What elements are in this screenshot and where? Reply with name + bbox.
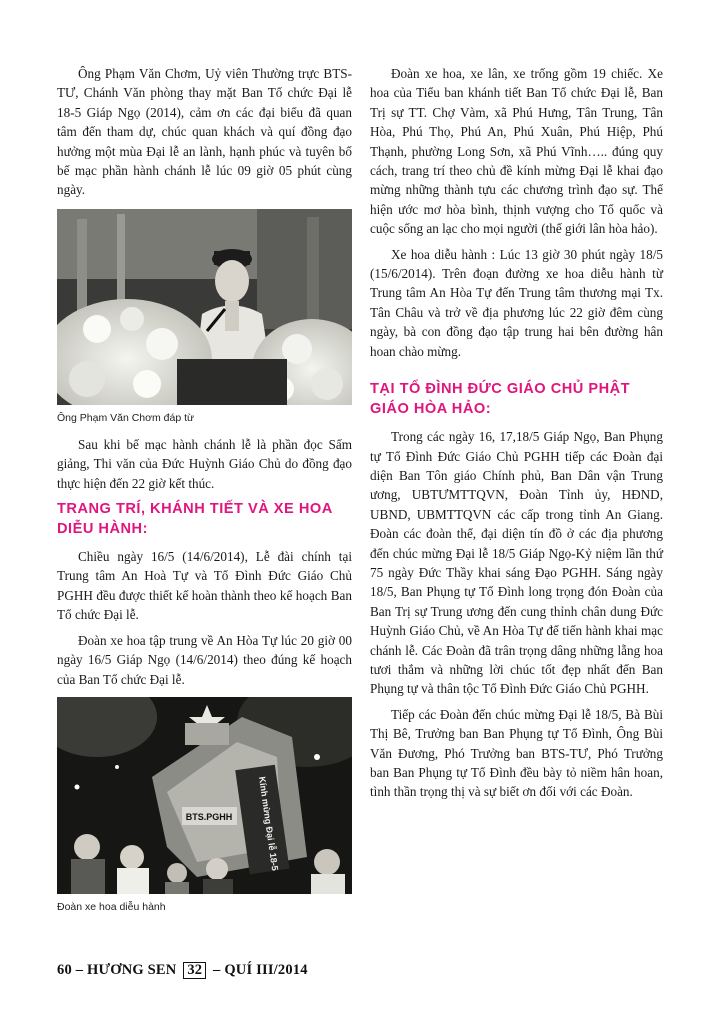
left-paragraph-1: Ông Phạm Văn Chơm, Uỷ viên Thường trực BTS-TƯ, Chánh Văn phòng thay mặt Ban Tổ chức Đại lễ 18-5 Giáp Ngọ (2014), cảm ơn các đại biểu đã quan tâm đến tham dự, chúc quan khách và quí đồng đạo hưởng một mùa Đại lễ an lành, hạnh phúc và tuyên bố bế mạc phần hành chánh lễ lúc 09 giờ 05 phút cùng ngày.: [57, 66, 352, 198]
parade-banner-text: BTS.PGHH: [185, 811, 233, 822]
right-paragraph-1: Đoàn xe hoa, xe lân, xe trống gồm 19 chiếc. Xe hoa của Tiểu ban khánh tiết Ban Tổ chức Đại lễ, Ban Trị sự TT. Chợ Vàm, xã Phú Hưng, Tân Trung, Tân Hòa, Phú Thọ, Phú An, Phú Xuân, Phú Hiệp, Phú Thạnh, phường Long Sơn, xã Phú Vĩnh….. đúng quy cách, trang trí theo chủ đề kính mừng Đại lễ khai đạo mừng những thành tựu các chương trình đạo sự. Thể hiện ước mơ hòa bình, thịnh vượng cho Tổ quốc và cuộc sống an lạc cho mọi người (thế giới lân hòa hảo).: [370, 66, 663, 237]
section-heading-ancestral-temple: TẠI TỔ ĐÌNH ĐỨC GIÁO CHỦ PHẬT GIÁO HÒA HẢO:: [370, 381, 631, 418]
parade-photo-caption: Đoàn xe hoa diễu hành: [57, 900, 166, 913]
right-paragraph-4: Tiếp các Đoàn đến chúc mừng Đại lễ 18/5, Bà Bùi Thị Bê, Trưởng ban Ban Phụng tự Tổ Đình, Ông Bùi Văn Đương, Phó Trưởng ban BTS-TƯ, Phó Trưởng ban Ban Phụng tự Tổ Đình đều bày tỏ niềm hân hoan, tình thần trọng thị và sự biết ơn đối với các Đoàn.: [370, 706, 663, 800]
right-paragraph-2: Xe hoa diễu hành : Lúc 13 giờ 30 phút ngày 18/5 (15/6/2014). Trên đoạn đường xe hoa diễu hành từ Trung tâm An Hòa Tự đến Trung tâm thương mại Tx. Tân Châu và trở về địa phương lúc 22 giờ đêm cùng ngày, bà con đồng đạo tập trung hai bên đường hân hoan chào mừng.: [370, 246, 663, 359]
right-paragraph-3: Trong các ngày 16, 17,18/5 Giáp Ngọ, Ban Phụng tự Tổ Đình Đức Giáo Chủ PGHH tiếp các Đoàn đại diện Ban Tôn giáo Chính phủ, Ban Dân vận Trung ương, UBTƯMTTQVN, Đoàn Tỉnh ủy, HĐND, UBND, UBMTTQVN các cấp trong tỉnh An Giang. Đoàn các đoàn thể, đại diện tín đồ ở các địa phương đến chúc mừng Đại lễ 18/5 Giáp Ngọ-Kỷ niệm lần thứ 75 ngày Đức Thầy khai sáng Đạo PGHH. Sáng ngày 18/5, Ban Phụng tự Tổ Đình long trọng đón Đoàn của Ban Trị sự Trung ương đến cung thỉnh chân dung Đức Huỳnh Giáo Chủ, về An Hòa Tự để tiến hành khai mạc chánh lễ. Các Đoàn đã trân trọng dâng những lẵng hoa tươi thắm và những lời chúc tốt đẹp nhất đến Ban Phụng tự và thân tộc Tổ Đình Đức Giáo Chủ PGHH.: [370, 429, 663, 697]
left-paragraph-2: Sau khi bế mạc hành chánh lễ là phần đọc Sấm giảng, Thi văn của Đức Huỳnh Giáo Chủ do đồng đạo thực hiện đến 22 giờ kết thúc.: [57, 436, 352, 491]
left-column: [57, 64, 352, 924]
section-heading-decoration: TRANG TRÍ, KHÁNH TIẾT VÀ XE HOA DIỄU HÀNH:: [57, 501, 333, 538]
right-column: [370, 64, 663, 808]
speaker-photo-image: [57, 209, 352, 405]
speaker-photo-caption: Ông Phạm Văn Chơm đáp từ: [57, 411, 195, 424]
footer-issue-number: 32: [183, 962, 206, 979]
left-paragraph-3: Chiều ngày 16/5 (14/6/2014), Lễ đài chính tại Trung tâm An Hoà Tự và Tổ Đình Đức Giáo Chủ PGHH đều được thiết kế hoàn thành theo kế hoạch Ban Tổ chức Đại lễ.: [57, 549, 352, 623]
parade-photo: [57, 697, 352, 894]
parade-sign-text: Kính mừng Đại lễ 18-5: [257, 775, 281, 872]
footer-page-and-title: 60 – HƯƠNG SEN: [57, 962, 181, 978]
parade-photo-image: [57, 697, 352, 894]
page-footer: [57, 962, 308, 979]
left-paragraph-4: Đoàn xe hoa tập trung về An Hòa Tự lúc 20 giờ 00 ngày 16/5 Giáp Ngọ (14/6/2014) theo đúng kế hoạch của Ban Tổ chức Đại lễ.: [57, 632, 352, 687]
footer-quarter: – QUÍ III/2014: [209, 962, 308, 978]
speaker-photo: [57, 209, 352, 405]
